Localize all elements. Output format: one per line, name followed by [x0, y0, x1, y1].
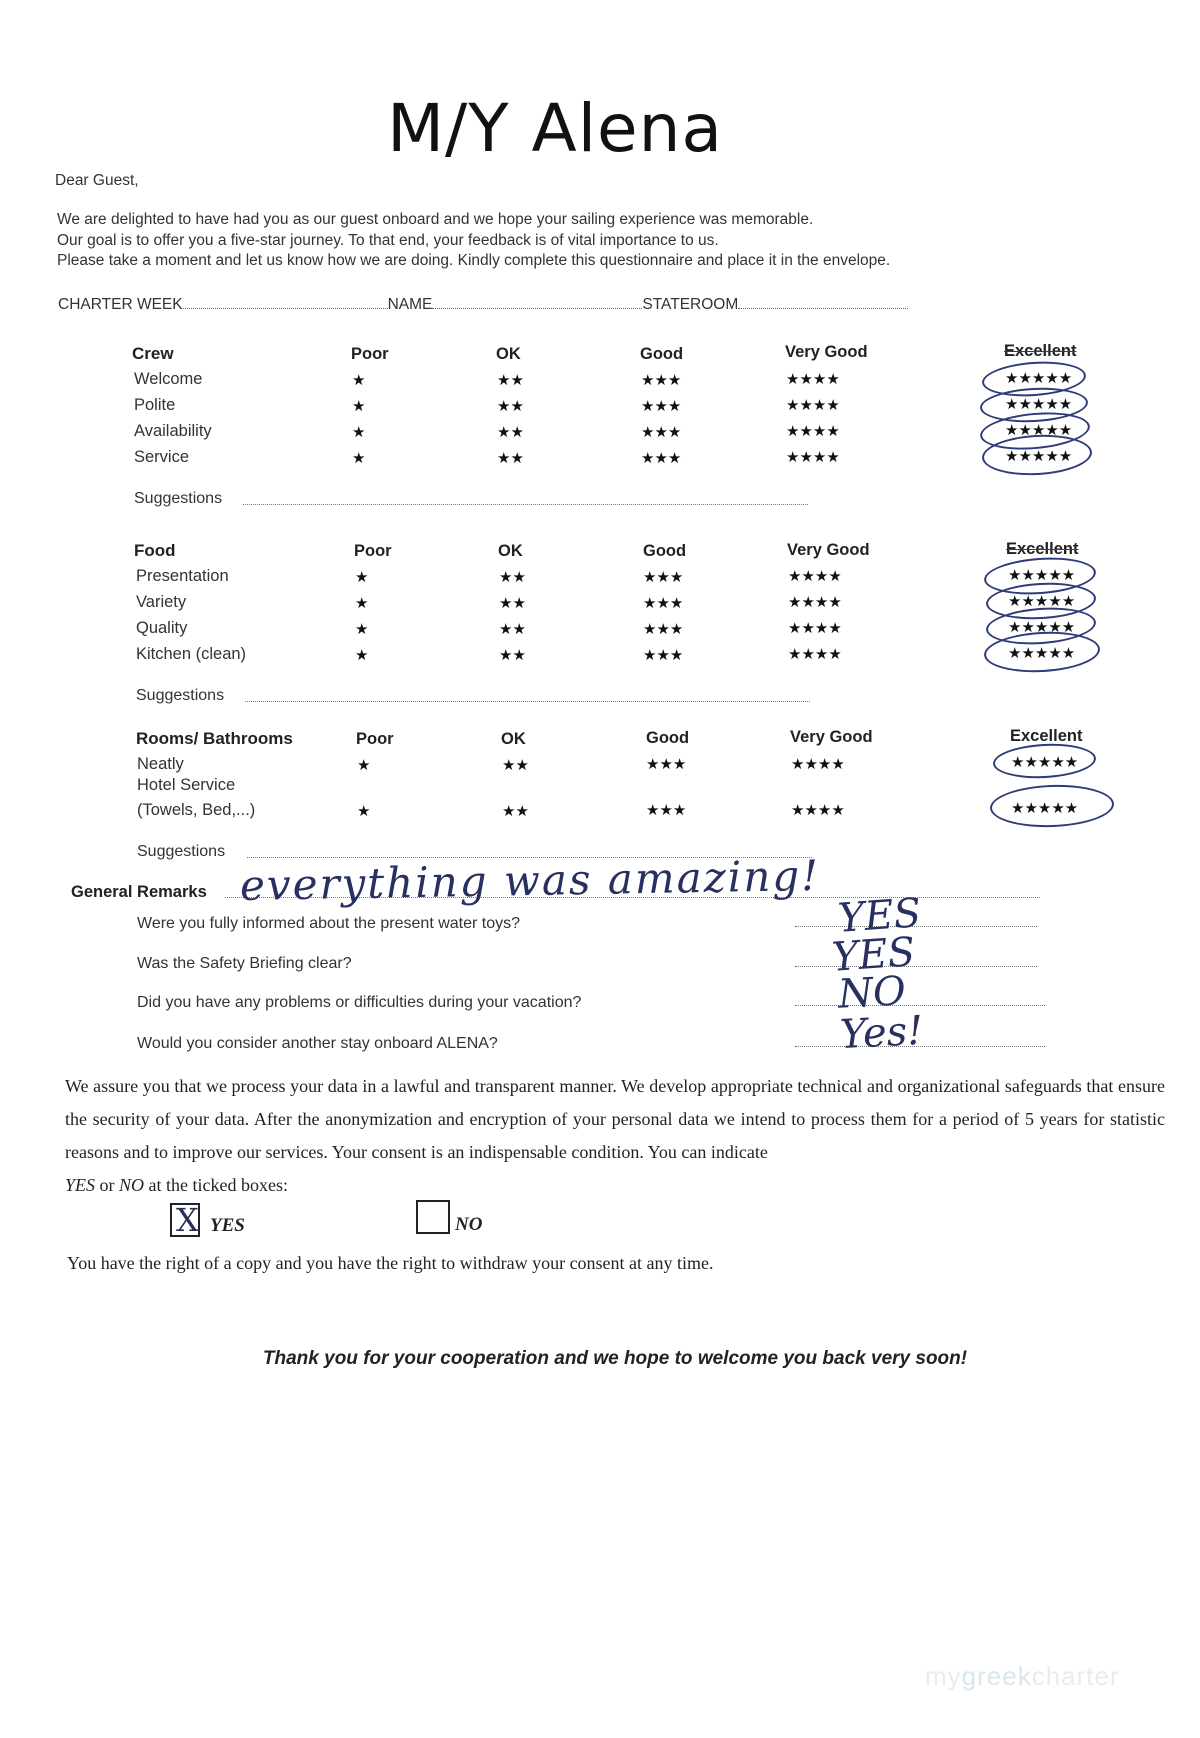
- crew-heading: Crew: [132, 344, 174, 363]
- food-suggestions-label: Suggestions: [136, 687, 225, 704]
- star-rating-2[interactable]: ★★: [499, 595, 526, 612]
- rooms-col-good: Good: [646, 729, 690, 747]
- star-rating-2[interactable]: ★★: [497, 450, 524, 467]
- star-rating-3[interactable]: ★★★: [641, 424, 682, 441]
- privacy-yes-word: YES: [65, 1175, 96, 1195]
- privacy-paragraph: [65, 1070, 1165, 1202]
- rooms-col-excellent: Excellent: [1010, 727, 1083, 745]
- star-rating-4[interactable]: ★★★★: [786, 397, 840, 414]
- watermark-pre: my: [925, 1661, 962, 1691]
- star-rating-1[interactable]: ★: [355, 569, 369, 586]
- star-rating-4[interactable]: ★★★★: [788, 646, 842, 663]
- star-rating-1[interactable]: ★: [352, 398, 366, 415]
- star-rating-1[interactable]: ★: [355, 595, 369, 612]
- rooms-col-very-good: Very Good: [790, 728, 873, 746]
- privacy-text: We assure you that we process your data in a lawful and transparent manner. We develop appropriate technical and organizational safeguards that ensure the security of your data. After the anonymization and encryption of your personal data we intend to process them for a period of 5 years for statistic reasons and to improve our services. Your consent is an indispensable condition. You can indicate: [65, 1076, 1165, 1162]
- star-rating-1[interactable]: ★: [357, 803, 371, 820]
- star-rating-2[interactable]: ★★: [499, 621, 526, 638]
- star-rating-2[interactable]: ★★: [499, 569, 526, 586]
- crew-col-good: Good: [640, 345, 684, 363]
- stateroom-field[interactable]: [738, 296, 908, 309]
- consent-no-checkbox[interactable]: [416, 1200, 450, 1234]
- watermark-post: charter: [1031, 1661, 1120, 1691]
- selection-oval: [992, 741, 1097, 780]
- star-rating-1[interactable]: ★: [355, 647, 369, 664]
- crew-suggestions-label: Suggestions: [134, 490, 223, 507]
- rooms-col-poor: Poor: [356, 730, 394, 748]
- name-field[interactable]: [432, 296, 642, 309]
- watermark-mid: greek: [961, 1661, 1032, 1691]
- general-remarks-label: General Remarks: [71, 883, 207, 901]
- star-rating-5[interactable]: ★★★★★: [1005, 448, 1073, 465]
- star-rating-5[interactable]: ★★★★★: [1005, 422, 1073, 439]
- answer-line[interactable]: [795, 993, 1045, 1006]
- rights-text: You have the right of a copy and you have the right to withdraw your consent at any time.: [67, 1253, 714, 1273]
- star-rating-3[interactable]: ★★★: [643, 569, 684, 586]
- selection-oval: [989, 783, 1114, 829]
- rooms-row-neatly: Neatly: [137, 755, 184, 773]
- star-rating-5[interactable]: ★★★★★: [1011, 754, 1079, 771]
- star-rating-3[interactable]: ★★★: [641, 372, 682, 389]
- star-rating-4[interactable]: ★★★★: [786, 371, 840, 388]
- greeting: Dear Guest,: [55, 172, 139, 189]
- star-rating-5[interactable]: ★★★★★: [1008, 593, 1076, 610]
- rooms-heading: Rooms/ Bathrooms: [136, 729, 293, 748]
- star-rating-1[interactable]: ★: [352, 372, 366, 389]
- star-rating-5[interactable]: ★★★★★: [1008, 567, 1076, 584]
- star-rating-2[interactable]: ★★: [497, 424, 524, 441]
- page-title: M/Y Alena: [387, 90, 723, 167]
- star-rating-2[interactable]: ★★: [502, 757, 529, 774]
- intro-line-3: Please take a moment and let us know how we are doing. Kindly complete this questionnaire and place it in the envelope.: [57, 252, 891, 269]
- star-rating-4[interactable]: ★★★★: [788, 568, 842, 585]
- crew-col-poor: Poor: [351, 345, 389, 363]
- question-problems: Did you have any problems or difficulties during your vacation?: [137, 994, 582, 1011]
- star-rating-4[interactable]: ★★★★: [786, 423, 840, 440]
- crew-suggestions-field[interactable]: [243, 492, 808, 505]
- star-rating-4[interactable]: ★★★★: [791, 756, 845, 773]
- crew-row-welcome: Welcome: [134, 370, 203, 388]
- star-rating-3[interactable]: ★★★: [641, 450, 682, 467]
- star-rating-2[interactable]: ★★: [497, 398, 524, 415]
- consent-yes-mark: X: [176, 1201, 199, 1239]
- star-rating-1[interactable]: ★: [357, 757, 371, 774]
- consent-yes-checkbox[interactable]: [170, 1203, 200, 1237]
- star-rating-2[interactable]: ★★: [499, 647, 526, 664]
- intro-line-1: We are delighted to have had you as our guest onboard and we hope your sailing experience was memorable.: [57, 211, 814, 228]
- food-row-presentation: Presentation: [136, 567, 229, 585]
- food-col-poor: Poor: [354, 542, 392, 560]
- consent-yes-label: YES: [210, 1215, 245, 1236]
- star-rating-5[interactable]: ★★★★★: [1008, 645, 1076, 662]
- star-rating-3[interactable]: ★★★: [643, 595, 684, 612]
- star-rating-2[interactable]: ★★: [497, 372, 524, 389]
- crew-col-excellent: Excellent: [1004, 342, 1077, 360]
- charter-week-field[interactable]: [183, 296, 388, 309]
- food-row-variety: Variety: [136, 593, 187, 611]
- crew-col-ok: OK: [496, 345, 521, 363]
- star-rating-4[interactable]: ★★★★: [788, 594, 842, 611]
- rooms-row-hotel-service: Hotel Service: [137, 776, 236, 794]
- food-row-quality: Quality: [136, 619, 188, 637]
- question-another-stay: Would you consider another stay onboard ALENA?: [137, 1035, 498, 1052]
- stateroom-label: STATEROOM: [642, 296, 739, 313]
- privacy-no-word: NO: [119, 1175, 145, 1195]
- food-col-very-good: Very Good: [787, 541, 870, 559]
- star-rating-3[interactable]: ★★★: [641, 398, 682, 415]
- name-label: NAME: [387, 296, 433, 313]
- star-rating-1[interactable]: ★: [352, 424, 366, 441]
- star-rating-3[interactable]: ★★★: [643, 621, 684, 638]
- food-suggestions-field[interactable]: [245, 689, 810, 702]
- star-rating-4[interactable]: ★★★★: [791, 802, 845, 819]
- star-rating-3[interactable]: ★★★: [646, 802, 687, 819]
- star-rating-3[interactable]: ★★★: [646, 756, 687, 773]
- star-rating-5[interactable]: ★★★★★: [1008, 619, 1076, 636]
- food-row-kitchen: Kitchen (clean): [136, 645, 247, 663]
- answer-another-stay: Yes!: [838, 1007, 925, 1059]
- header-fields: [58, 296, 908, 314]
- privacy-tail: at the ticked boxes:: [144, 1175, 288, 1195]
- answer-problems: NO: [836, 968, 907, 1018]
- star-rating-5[interactable]: ★★★★★: [1005, 396, 1073, 413]
- watermark-logo: [925, 1661, 1120, 1692]
- food-col-ok: OK: [498, 542, 523, 560]
- star-rating-5[interactable]: ★★★★★: [1005, 370, 1073, 387]
- crew-row-availability: Availability: [134, 422, 212, 440]
- general-remarks-answer: everything was amazing!: [239, 850, 821, 911]
- food-heading: Food: [134, 541, 176, 560]
- star-rating-5[interactable]: ★★★★★: [1011, 800, 1079, 817]
- crew-row-service: Service: [134, 448, 190, 466]
- food-col-excellent: Excellent: [1006, 540, 1079, 558]
- consent-no-label: NO: [455, 1214, 483, 1235]
- rooms-col-ok: OK: [501, 730, 526, 748]
- charter-week-label: CHARTER WEEK: [58, 296, 183, 313]
- rooms-row-towels: (Towels, Bed,...): [137, 801, 256, 819]
- thank-you-note: Thank you for your cooperation and we hope to welcome you back very soon!: [262, 1348, 968, 1369]
- star-rating-2[interactable]: ★★: [502, 803, 529, 820]
- question-safety-briefing: Was the Safety Briefing clear?: [137, 955, 352, 972]
- crew-row-polite: Polite: [134, 396, 176, 414]
- crew-col-very-good: Very Good: [785, 343, 868, 361]
- answer-safety-briefing: YES: [830, 929, 917, 981]
- food-col-good: Good: [643, 542, 687, 560]
- privacy-or-word: or: [95, 1175, 120, 1195]
- star-rating-1[interactable]: ★: [352, 450, 366, 467]
- answer-water-toys: YES: [836, 890, 923, 942]
- star-rating-4[interactable]: ★★★★: [788, 620, 842, 637]
- star-rating-1[interactable]: ★: [355, 621, 369, 638]
- intro-line-2: Our goal is to offer you a five-star journey. To that end, your feedback is of vital importance to us.: [57, 232, 719, 249]
- question-water-toys: Were you fully informed about the present water toys?: [137, 915, 521, 932]
- star-rating-3[interactable]: ★★★: [643, 647, 684, 664]
- rooms-suggestions-label: Suggestions: [137, 843, 226, 860]
- star-rating-4[interactable]: ★★★★: [786, 449, 840, 466]
